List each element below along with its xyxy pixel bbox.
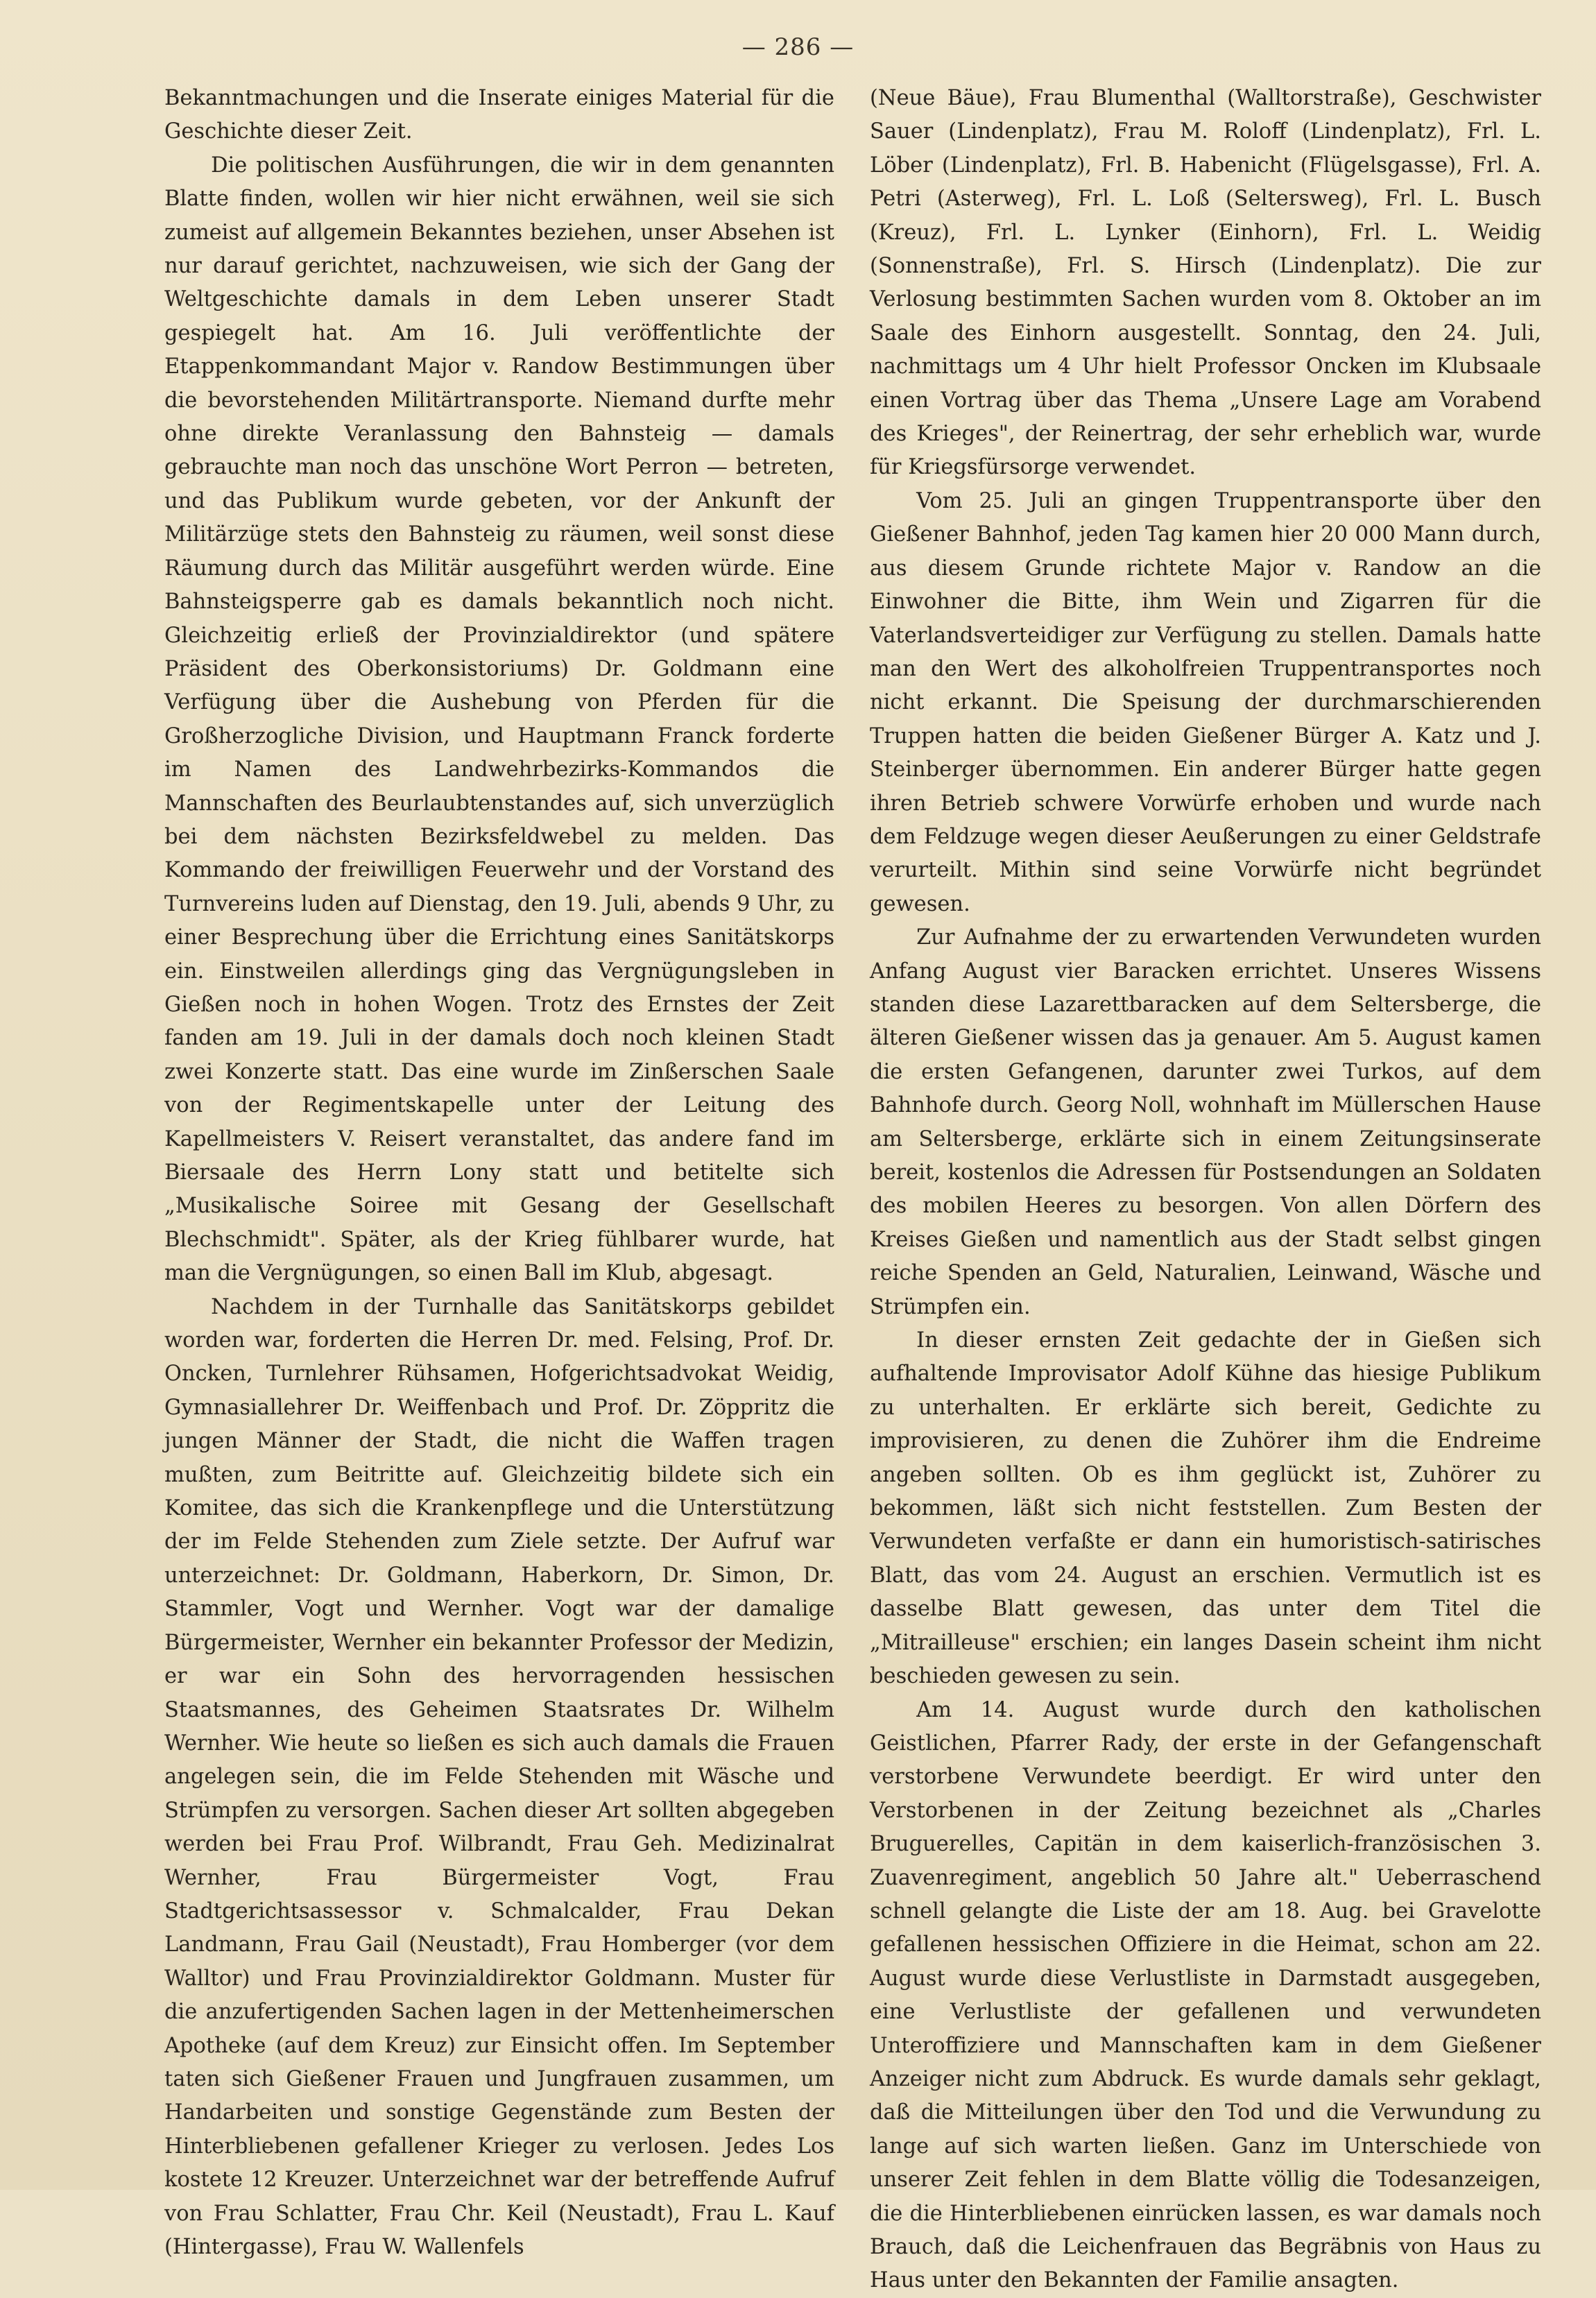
paragraph: Vom 25. Juli an gingen Truppentransporte über den Gießener Bahnhof, jeden Tag kamen hier 20 000 Mann durch, aus diesem Grunde richtete Major v. Randow an die Einwohner die Bitte, ihm Wein und Zigarren für die Vaterlandsverteidiger zur Verfügung zu stellen. Damals hatte man den Wert des alkoholfreien Truppentransportes noch nicht erkannt. Die Speisung der durchmarschierenden Truppen hatten die beiden Gießener Bürger A. Katz und J. Steinberger übernommen. Ein anderer Bürger hatte gegen ihren Betrieb schwere Vorwürfe erhoben und wurde nach dem Feldzuge wegen dieser Aeußerungen zu einer Geldstrafe verurteilt. Mithin sind seine Vorwürfe nicht begründet gewesen.	[870, 488, 1541, 916]
paragraph: Die politischen Ausführungen, die wir in dem genannten Blatte finden, wollen wir hier nicht erwähnen, weil sie sich zumeist auf allgemein Bekanntes beziehen, unser Absehen ist nur darauf gerichtet, nachzuweisen, wie sich der Gang der Weltgeschichte damals in dem Leben unserer Stadt gespiegelt hat. Am 16. Juli veröffentlichte der Etappenkommandant Major v. Randow Bestimmungen über die bevorstehenden Militärtransporte. Niemand durfte mehr ohne direkte Veranlassung den Bahnsteig — damals gebrauchte man noch das unschöne Wort Perron — betreten, und das Publikum wurde gebeten, vor der Ankunft der Militärzüge stets den Bahnsteig zu räumen, weil sonst diese Räumung durch das Militär ausgeführt werden würde. Eine Bahnsteigsperre gab es damals bekanntlich noch nicht. Gleichzeitig erließ der Provinzialdirektor (und spätere Präsident des Oberkonsistoriums) Dr. Goldmann eine Verfügung über die Aushebung von Pferden für die Großherzogliche Division, und Hauptmann Franck forderte im Namen des Landwehrbezirks-Kommandos die Mannschaften des Beurlaubtenstandes auf, sich unverzüglich bei dem nächsten Bezirksfeldwebel zu melden. Das Kommando der freiwilligen Feuerwehr und der Vorstand des Turnvereins luden auf Dienstag, den 19. Juli, abends 9 Uhr, zu einer Besprechung über die Errichtung eines Sanitätskorps ein. Einstweilen allerdings ging das Vergnügungsleben in Gießen noch in hohen Wogen. Trotz des Ernstes der Zeit fanden am 19. Juli in der damals doch noch kleinen Stadt zwei Konzerte statt. Das eine wurde im Zinßerschen Saale von der Regimentskapelle unter der Leitung des Kapellmeisters V. Reisert veranstaltet, das andere fand im Biersaale des Herrn Lony statt und betitelte sich „Musikalische Soiree mit Gesang der Gesellschaft Blechschmidt". Später, als der Krieg fühlbarer wurde, hat man die Vergnügungen, so einen Ball im Klub, abgesagt.	[164, 153, 834, 1286]
paragraph: Zur Aufnahme der zu erwartenden Verwundeten wurden Anfang August vier Baracken errichtet. Unseres Wissens standen diese Lazarettbaracken auf dem Seltersberge, die älteren Gießener wissen das ja genauer. Am 5. August kamen die ersten Gefangenen, darunter zwei Turkos, auf dem Bahnhofe durch. Georg Noll, wohnhaft im Müllerschen Hause am Seltersberge, erklärte sich in einem Zeitungsinserate bereit, kostenlos die Adressen für Postsendungen an Soldaten des mobilen Heeres zu besorgen. Von allen Dörfern des Kreises Gießen und namentlich aus der Stadt selbst gingen reiche Spenden an Geld, Naturalien, Leinwand, Wäsche und Strümpfen ein.	[870, 925, 1541, 1319]
paragraph: In dieser ernsten Zeit gedachte der in Gießen sich aufhaltende Improvisator Adolf Kühne das hiesige Publikum zu unterhalten. Er erklärte sich bereit, Gedichte zu improvisieren, zu denen die Zuhörer ihm die Endreime angeben sollten. Ob es ihm geglückt ist, Zuhörer zu bekommen, läßt sich nicht feststellen. Zum Besten der Verwundeten verfaßte er dann ein humoristisch-satirisches Blatt, das vom 24. August an erschien. Vermutlich ist es dasselbe Blatt gewesen, das unter dem Titel die „Mitrailleuse" erschien; ein langes Dasein scheint ihm nicht beschieden gewesen zu sein.	[870, 1328, 1541, 1689]
left-column	[164, 82, 834, 2264]
paragraph: Nachdem in der Turnhalle das Sanitätskorps gebildet worden war, forderten die Herren Dr. med. Felsing, Prof. Dr. Oncken, Turnlehrer Rühsamen, Hofgerichtsadvokat Weidig, Gymnasiallehrer Dr. Weiffenbach und Prof. Dr. Zöppritz die jungen Männer der Stadt, die nicht die Waffen tragen mußten, zum Beitritte auf. Gleichzeitig bildete sich ein Komitee, das sich die Krankenpflege und die Unterstützung der im Felde Stehenden zum Ziele setzte. Der Aufruf war unterzeichnet: Dr. Goldmann, Haberkorn, Dr. Simon, Dr. Stammler, Vogt und Wernher. Vogt war der damalige Bürgermeister, Wernher ein bekannter Professor der Medizin, er war ein Sohn des hervorragenden hessischen Staatsmannes, des Geheimen Staatsrates Dr. Wilhelm Wernher. Wie heute so ließen es sich auch damals die Frauen angelegen sein, die im Felde Stehenden mit Wäsche und Strümpfen zu versorgen. Sachen dieser Art sollten abgegeben werden bei Frau Prof. Wilbrandt, Frau Geh. Medizinalrat Wernher, Frau Bürgermeister Vogt, Frau Stadtgerichtsassessor v. Schmalcalder, Frau Dekan Landmann, Frau Gail (Neustadt), Frau Homberger (vor dem Walltor) und Frau Provinzialdirektor Goldmann. Muster für die anzufertigenden Sachen lagen in der Mettenheimerschen Apotheke (auf dem Kreuz) zur Einsicht offen. Im September taten sich Gießener Frauen und Jungfrauen zusammen, um Handarbeiten und sonstige Gegenstände zum Besten der Hinterbliebenen gefallener Krieger zu verlosen. Jedes Los kostete 12 Kreuzer. Unterzeichnet war der betreffende Aufruf von Frau Schlatter, Frau Chr. Keil (Neustadt), Frau L. Kauf (Hintergasse), Frau W. Wallenfels	[164, 1294, 834, 2259]
paragraph: Am 14. August wurde durch den katholischen Geistlichen, Pfarrer Rady, der erste in der Gefangenschaft verstorbene Verwundete beerdigt. Er wird unter den Verstorbenen in der Zeitung bezeichnet als „Charles Bruguerelles, Capitän in dem kaiserlich-französischen 3. Zuavenregiment, angeblich 50 Jahre alt." Ueberraschend schnell gelangte die Liste der am 18. Aug. bei Gravelotte gefallenen hessischen Offiziere in die Heimat, schon am 22. August wurde diese Verlustliste in Darmstadt ausgegeben, eine Verlustliste der gefallenen und verwundeten Unteroffiziere und Mannschaften kam in dem Gießener Anzeiger nicht zum Abdruck. Es wurde damals sehr geklagt, daß die Mitteilungen über den Tod und die Verwundung zu lange auf sich warten ließen. Ganz im Unterschiede von unserer Zeit fehlen in dem Blatte völlig die Todesanzeigen, die die Hinterbliebenen einrücken lassen, es war damals noch Brauch, daß die Leichenfrauen das Begräbnis von Haus zu Haus unter den Bekannten der Familie ansagten.	[870, 1697, 1541, 2293]
paragraph: Bekanntmachungen und die Inserate einiges Material für die Geschichte dieser Zeit.	[164, 86, 834, 144]
right-column	[870, 82, 1541, 2298]
page-number: — 286 —	[741, 33, 855, 61]
paragraph: (Neue Bäue), Frau Blumenthal (Walltorstraße), Geschwister Sauer (Lindenplatz), Frau M. Roloff (Lindenplatz), Frl. L. Löber (Lindenplatz), Frl. B. Habenicht (Flügelsgasse), Frl. A. Petri (Asterweg), Frl. L. Loß (Seltersweg), Frl. L. Busch (Kreuz), Frl. L. Lynker (Einhorn), Frl. L. Weidig (Sonnenstraße), Frl. S. Hirsch (Lindenplatz). Die zur Verlosung bestimmten Sachen wurden vom 8. Oktober an im Saale des Einhorn ausgestellt. Sonntag, den 24. Juli, nachmittags um 4 Uhr hielt Professor Oncken im Klubsaale einen Vortrag über das Thema „Unsere Lage am Vorabend des Krieges", der Reinertrag, der sehr erheblich war, wurde für Kriegsfürsorge verwendet.	[870, 86, 1541, 480]
